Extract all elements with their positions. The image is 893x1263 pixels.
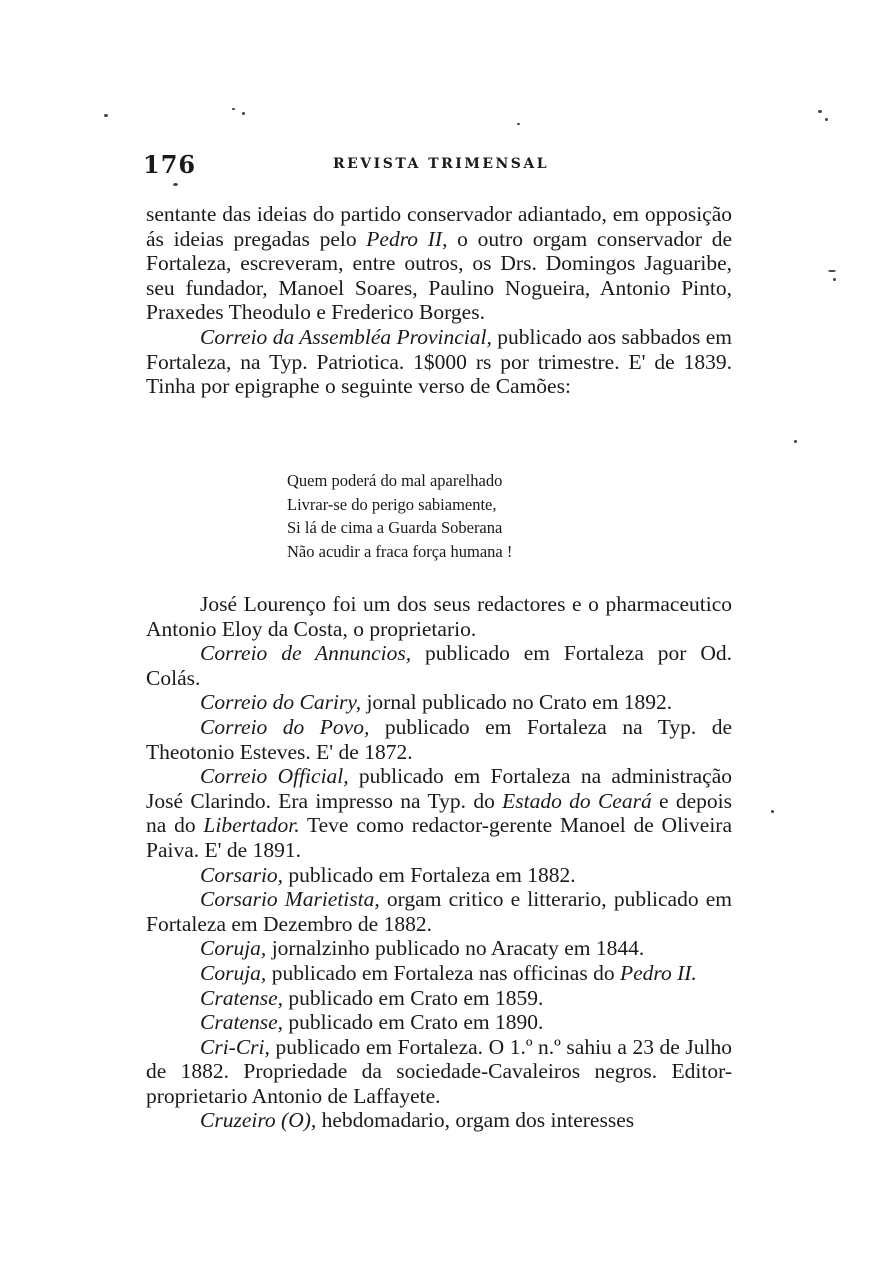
scan-speck — [794, 440, 797, 443]
page-header — [143, 150, 733, 180]
entry — [146, 1035, 732, 1109]
entry-body: publicado aos sabbados em Fortaleza, na Typ. Patriotica. 1$000 rs por trimestre. E' de 1839. Tinha por epigraphe o seguinte verso de Camões: — [146, 324, 732, 399]
entry-body: publicado em Fortaleza na administração José Clarindo. Era impresso na Typ. do — [146, 764, 732, 813]
running-title: REVISTA TRIMENSAL — [333, 156, 550, 172]
paragraph-continuation — [146, 202, 732, 325]
entry-body: Teve como redactor-gerente Manoel de Oliveira Paiva. E' de 1891. — [146, 813, 733, 862]
entry-body: publicado em Fortaleza em 1882. — [283, 862, 576, 887]
entry — [146, 690, 732, 715]
entry — [146, 715, 732, 764]
verse-line: Livrar-se do perigo sabiamente, — [287, 494, 497, 514]
entry — [146, 764, 732, 862]
entry-title: Correio de Annuncios, — [200, 641, 412, 666]
italic-title: Libertador. — [203, 813, 300, 838]
epigraph-verse — [287, 469, 647, 563]
entry — [146, 887, 732, 936]
entry-title: Cratense, — [200, 1010, 284, 1035]
entry-title: Correio Official, — [200, 764, 349, 789]
scan-speck — [771, 810, 774, 813]
scan-speck — [818, 110, 822, 113]
entry-body: orgam critico e litterario, publicado em Fortaleza em Dezembro de 1882. — [146, 887, 732, 936]
entry-body: publicado em Crato em 1859. — [283, 985, 544, 1010]
entry-title: Cruzeiro (O), — [200, 1108, 317, 1133]
entry-body: publicado em Fortaleza na Typ. de Theotonio Esteves. E' de 1872. — [146, 714, 732, 764]
entry — [146, 961, 732, 986]
entry-body: e depois na do — [146, 788, 732, 838]
text-block-top — [146, 202, 732, 399]
entry-correio-assembleia — [146, 325, 732, 399]
page-number: 176 — [143, 150, 197, 179]
scan-speck — [825, 118, 828, 121]
verse-line: Quem poderá do mal aparelhado — [287, 471, 503, 490]
entry-title: Corsario, — [200, 862, 284, 887]
paragraph-text: o outro orgam conservador de Fortaleza, escreveram, entre outros, os Drs. Domingos Jaguaribe, seu fundador, Manoel Soares, Paulino Nogueira, Antonio Pinto, Praxedes Theodulo e Frederico Borges. — [146, 226, 732, 325]
entry — [146, 1010, 732, 1035]
entry-body: publicado em Crato em 1890. — [283, 1010, 544, 1035]
entry-title: Correio da Assembléa Provincial, — [200, 324, 492, 349]
entry — [146, 863, 732, 888]
entry-body: jornalzinho publicado no Aracaty em 1844. — [266, 936, 645, 961]
entry — [146, 986, 732, 1011]
italic-title: Pedro II. — [619, 960, 697, 985]
scan-speck — [104, 114, 108, 117]
scan-speck — [828, 270, 836, 272]
italic-title: Estado do Ceará — [502, 788, 652, 813]
entry-body: hebdomadario, orgam dos interesses — [316, 1108, 635, 1133]
entry-body: publicado em Fortaleza nas officinas do — [266, 960, 620, 985]
italic-title: Pedro II, — [366, 226, 448, 251]
entry-title: Correio do Cariry, — [200, 690, 362, 715]
paragraph-text: sentante das ideias do partido conservador adiantado, em opposição ás ideias pregadas pelo — [146, 202, 732, 251]
entry-body: publicado em Fortaleza. O 1.º n.º sahiu a 23 de Julho de 1882. Propriedade da sociedade-Cavaleiros negros. Editor-proprietario Antonio de Laffayete. — [146, 1034, 732, 1108]
scan-speck — [833, 278, 836, 281]
entry-title: Cri-Cri, — [200, 1034, 270, 1059]
text-block-bottom — [146, 592, 732, 1133]
verse-line: Não acudir a fraca força humana ! — [287, 541, 513, 561]
scan-speck — [517, 123, 520, 125]
scan-speck — [232, 108, 235, 110]
entry — [146, 1108, 732, 1133]
entry — [146, 936, 732, 961]
entry-body: publicado em Fortaleza por Od. Colás. — [146, 641, 732, 690]
paragraph: José Lourenço foi um dos seus redactores e o pharmaceutico Antonio Eloy da Costa, o proprietario. — [146, 592, 732, 641]
entry-body: jornal publicado no Crato em 1892. — [361, 690, 673, 715]
entry — [146, 641, 732, 690]
entry-title: Coruja, — [200, 960, 267, 985]
entry-title: Correio do Povo, — [200, 714, 370, 739]
verse-line: Si lá de cima a Guarda Soberana — [287, 518, 503, 537]
entry-title: Corsario Marietista, — [200, 887, 380, 912]
scan-speck — [242, 112, 245, 115]
entry-title: Cratense, — [200, 985, 284, 1010]
scan-speck — [173, 183, 178, 186]
entry-title: Coruja, — [200, 936, 267, 961]
